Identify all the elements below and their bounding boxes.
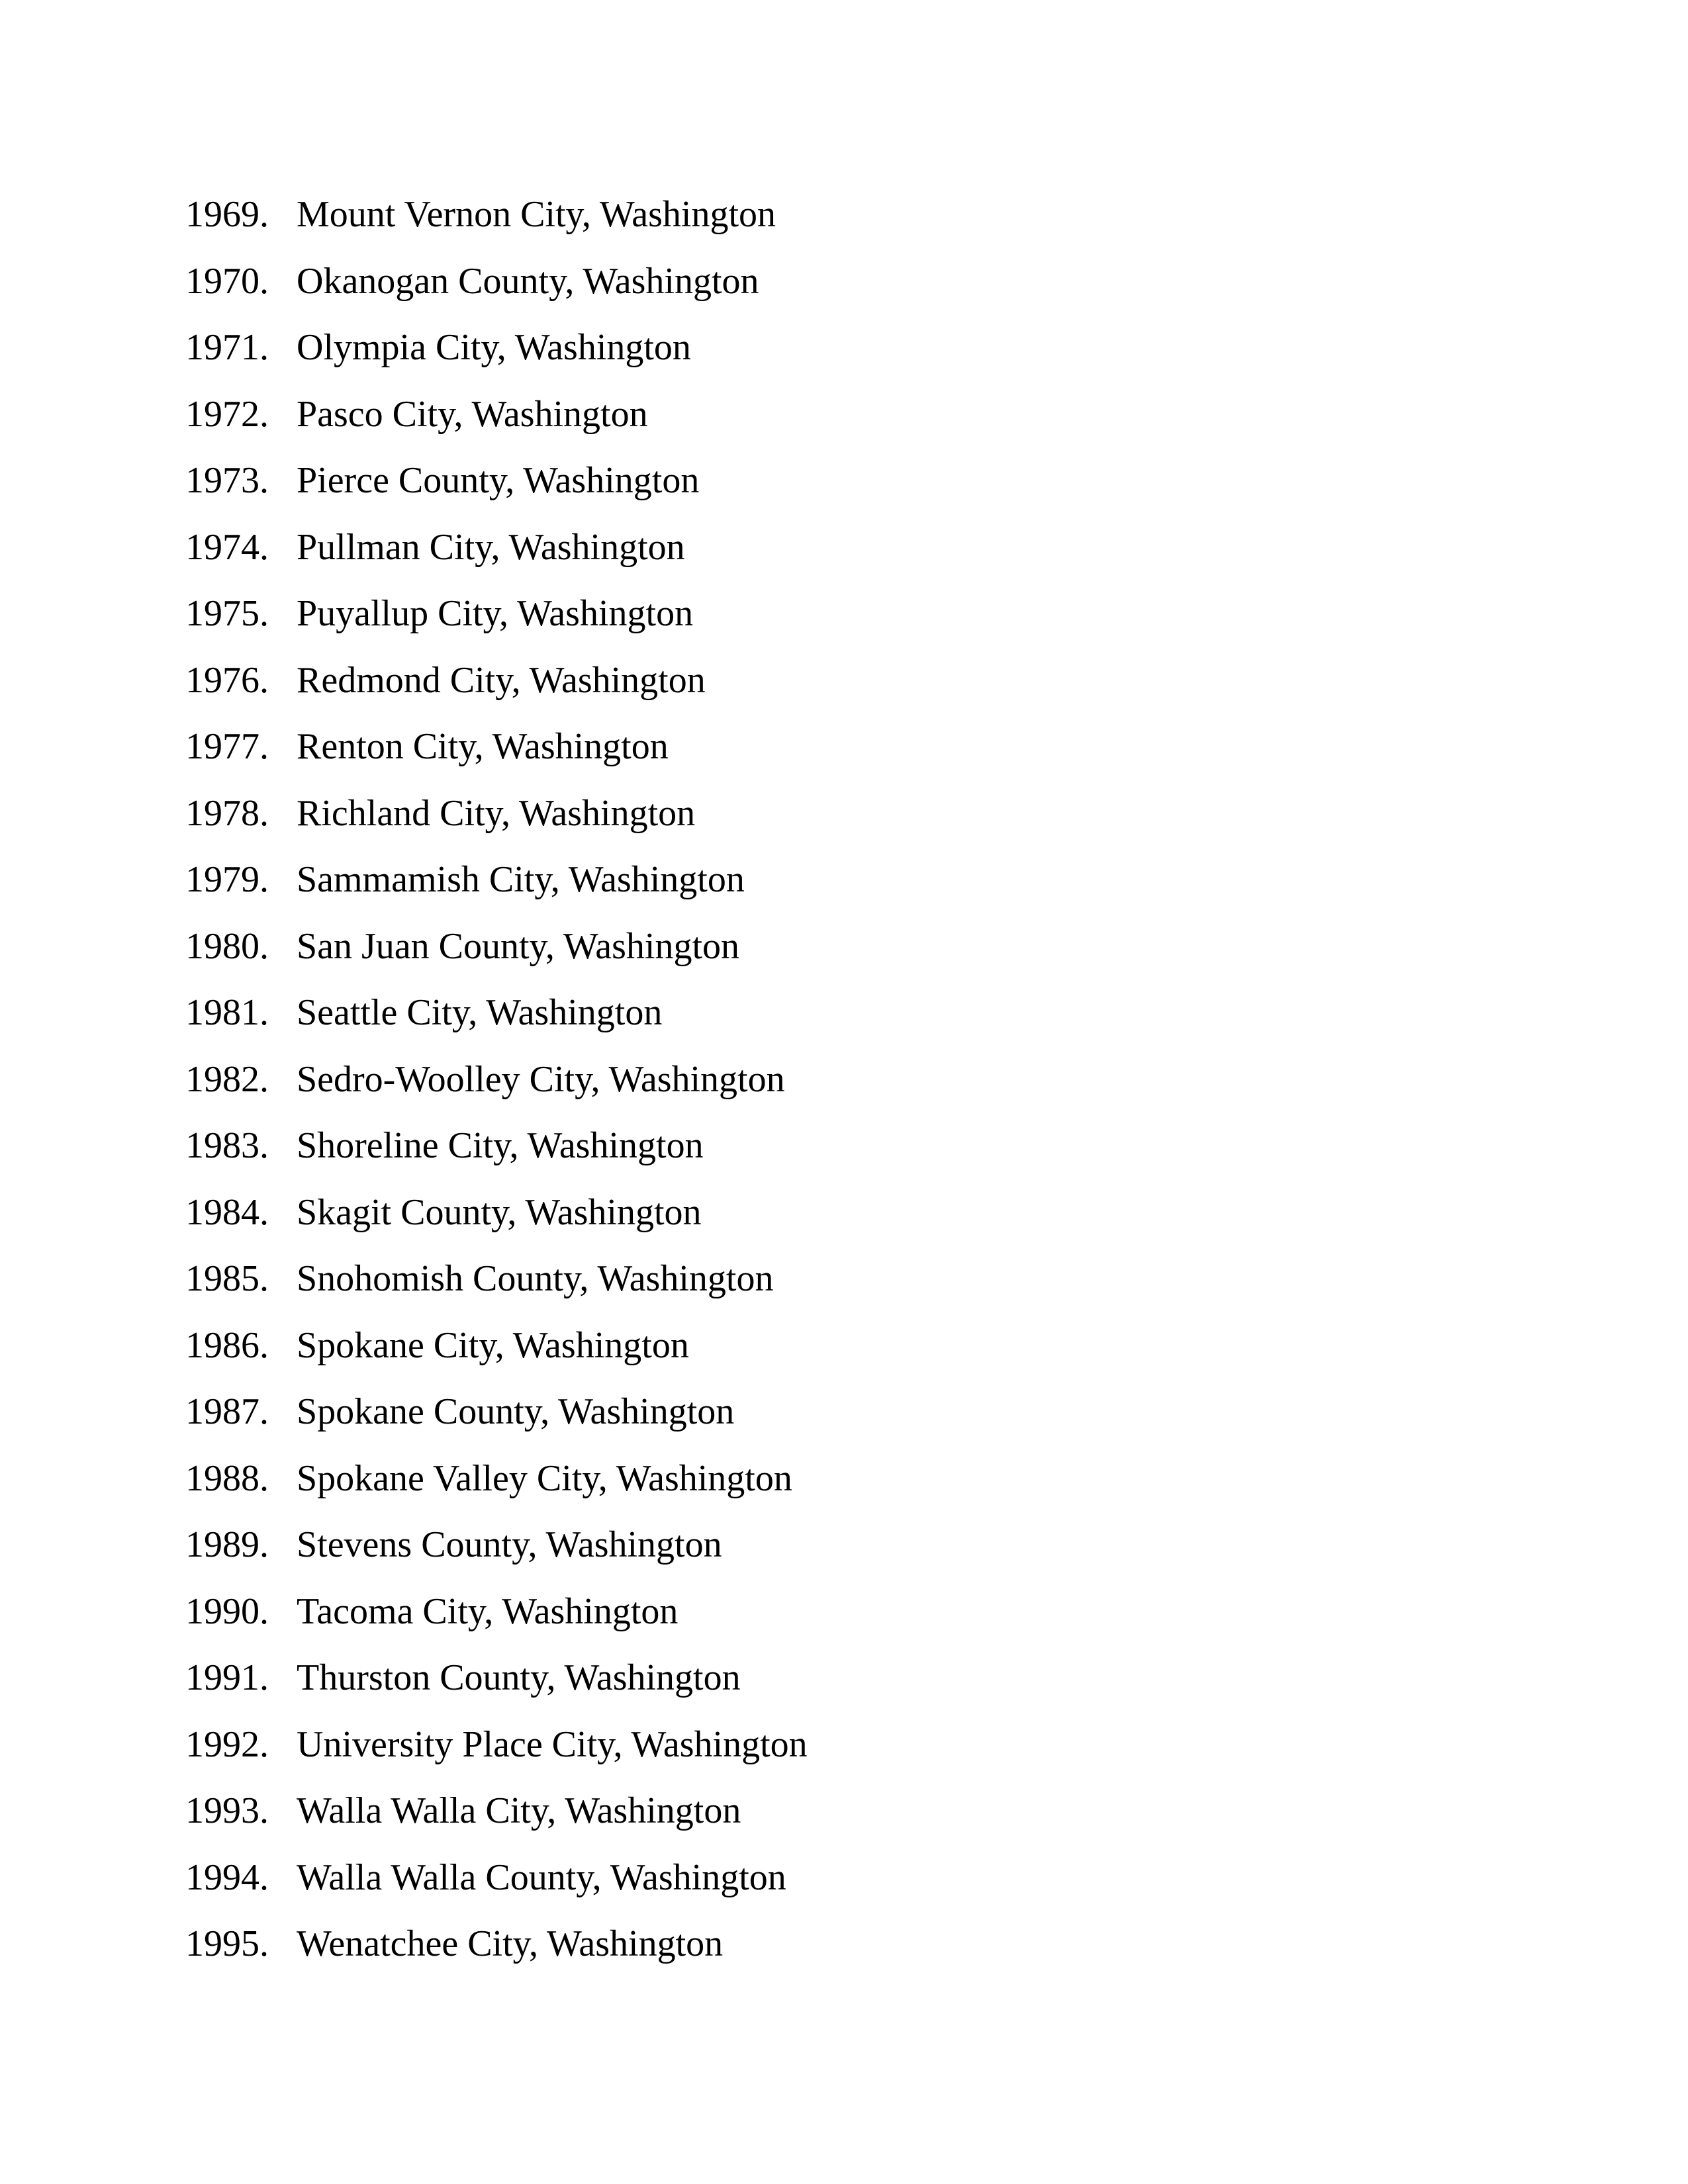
item-place-name: Pasco City, Washington bbox=[297, 393, 648, 435]
list-item bbox=[185, 196, 808, 263]
item-place-name: Wenatchee City, Washington bbox=[297, 1923, 724, 1964]
item-place-name: Skagit County, Washington bbox=[297, 1191, 702, 1233]
list-item bbox=[185, 329, 808, 396]
item-number: 1991. bbox=[185, 1657, 269, 1698]
item-place-name: Pierce County, Washington bbox=[297, 460, 700, 501]
item-number: 1973. bbox=[185, 460, 269, 501]
item-number: 1972. bbox=[185, 393, 269, 435]
list-item bbox=[185, 792, 808, 862]
item-number: 1980. bbox=[185, 925, 269, 967]
item-place-name: Pullman City, Washington bbox=[297, 526, 685, 568]
list-item bbox=[185, 861, 808, 928]
item-number: 1992. bbox=[185, 1723, 269, 1765]
list-item bbox=[185, 526, 808, 596]
list-item bbox=[185, 659, 808, 729]
list-item bbox=[185, 728, 808, 795]
list-item bbox=[185, 1925, 808, 1992]
item-number: 1990. bbox=[185, 1590, 269, 1632]
item-place-name: Puyallup City, Washington bbox=[297, 593, 694, 634]
item-place-name: Walla Walla City, Washington bbox=[297, 1790, 741, 1831]
item-place-name: Spokane County, Washington bbox=[297, 1391, 735, 1432]
list-item bbox=[185, 1659, 808, 1726]
item-number: 1970. bbox=[185, 260, 269, 302]
item-place-name: Okanogan County, Washington bbox=[297, 260, 759, 302]
list-item bbox=[185, 1127, 808, 1194]
list-item bbox=[185, 393, 808, 463]
item-number: 1988. bbox=[185, 1457, 269, 1499]
item-number: 1989. bbox=[185, 1524, 269, 1565]
item-place-name: Spokane City, Washington bbox=[297, 1324, 689, 1366]
item-number: 1981. bbox=[185, 992, 269, 1033]
item-number: 1986. bbox=[185, 1324, 269, 1366]
item-number: 1984. bbox=[185, 1191, 269, 1233]
item-place-name: Stevens County, Washington bbox=[297, 1524, 722, 1565]
item-number: 1976. bbox=[185, 659, 269, 701]
list-item bbox=[185, 1590, 808, 1660]
item-place-name: Tacoma City, Washington bbox=[297, 1590, 679, 1632]
item-place-name: University Place City, Washington bbox=[297, 1723, 808, 1765]
item-place-name: Sammamish City, Washington bbox=[297, 859, 745, 900]
item-number: 1987. bbox=[185, 1391, 269, 1432]
item-place-name: Mount Vernon City, Washington bbox=[297, 194, 776, 235]
item-number: 1979. bbox=[185, 859, 269, 900]
list-item bbox=[185, 260, 808, 330]
list-item bbox=[185, 1393, 808, 1460]
item-place-name: Olympia City, Washington bbox=[297, 327, 691, 368]
item-number: 1994. bbox=[185, 1856, 269, 1898]
list-item bbox=[185, 1792, 808, 1859]
item-number: 1974. bbox=[185, 526, 269, 568]
list-item bbox=[185, 1457, 808, 1527]
list-item bbox=[185, 925, 808, 995]
item-place-name: Thurston County, Washington bbox=[297, 1657, 741, 1698]
item-place-name: Shoreline City, Washington bbox=[297, 1125, 704, 1166]
list-item bbox=[185, 462, 808, 529]
item-number: 1971. bbox=[185, 327, 269, 368]
item-number: 1975. bbox=[185, 593, 269, 634]
list-item bbox=[185, 994, 808, 1061]
item-place-name: Richland City, Washington bbox=[297, 792, 696, 834]
numbered-place-list bbox=[185, 196, 808, 1992]
item-number: 1985. bbox=[185, 1258, 269, 1299]
list-item bbox=[185, 1260, 808, 1327]
item-number: 1995. bbox=[185, 1923, 269, 1964]
item-number: 1993. bbox=[185, 1790, 269, 1831]
item-number: 1983. bbox=[185, 1125, 269, 1166]
list-item bbox=[185, 1191, 808, 1261]
item-place-name: Walla Walla County, Washington bbox=[297, 1856, 786, 1898]
item-place-name: Snohomish County, Washington bbox=[297, 1258, 774, 1299]
item-number: 1969. bbox=[185, 194, 269, 235]
item-number: 1978. bbox=[185, 792, 269, 834]
list-item bbox=[185, 1526, 808, 1593]
list-item bbox=[185, 1324, 808, 1394]
item-place-name: Sedro-Woolley City, Washington bbox=[297, 1058, 785, 1100]
list-item bbox=[185, 1058, 808, 1128]
item-number: 1982. bbox=[185, 1058, 269, 1100]
list-item bbox=[185, 595, 808, 662]
item-place-name: Renton City, Washington bbox=[297, 726, 669, 767]
item-number: 1977. bbox=[185, 726, 269, 767]
list-item bbox=[185, 1723, 808, 1793]
item-place-name: Seattle City, Washington bbox=[297, 992, 663, 1033]
item-place-name: San Juan County, Washington bbox=[297, 925, 740, 967]
item-place-name: Redmond City, Washington bbox=[297, 659, 706, 701]
list-item bbox=[185, 1856, 808, 1926]
item-place-name: Spokane Valley City, Washington bbox=[297, 1457, 792, 1499]
